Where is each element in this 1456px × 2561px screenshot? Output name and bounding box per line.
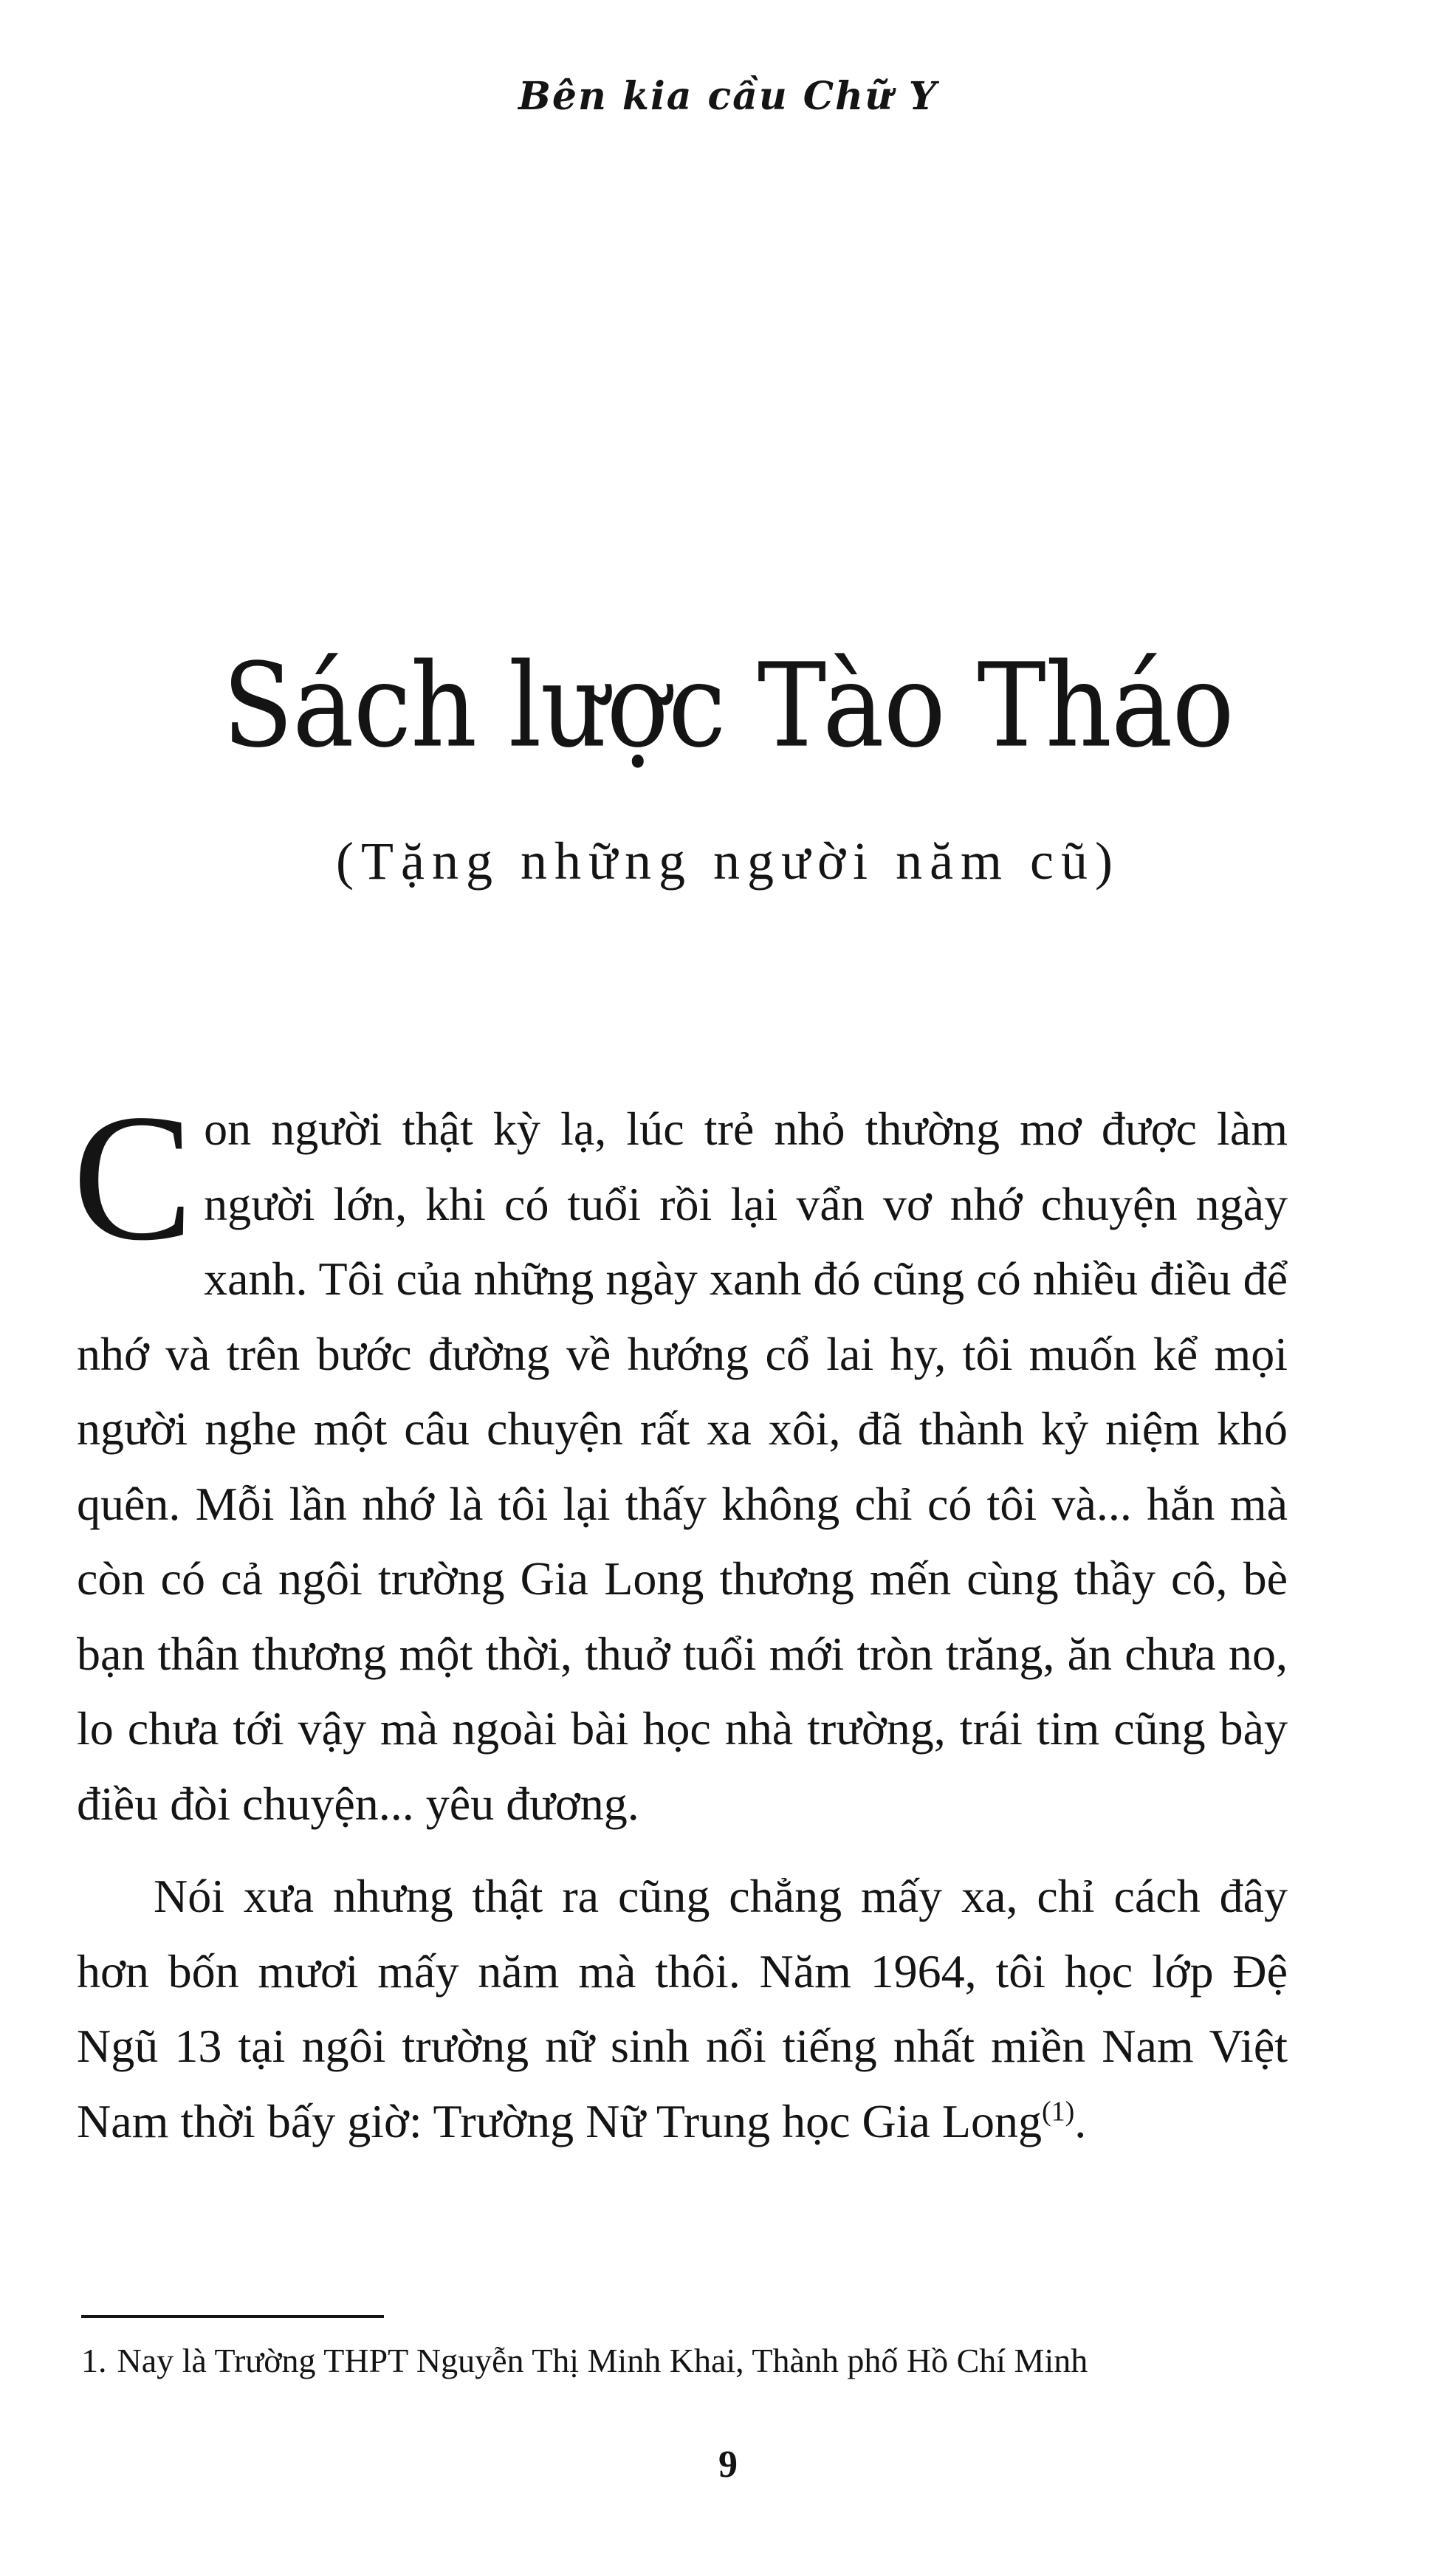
chapter-title: Sách lược Tào Tháo bbox=[222, 639, 1234, 774]
footnote-number: 1. bbox=[81, 2342, 107, 2379]
footnote-divider bbox=[81, 2315, 384, 2318]
paragraph-1-text: on người thật kỳ lạ, lúc trẻ nhỏ thường mơ được làm người lớn, khi có tuổi rồi lại vẩn vơ nhớ chuyện ngày xanh. Tôi của những ngày xanh đó cũng có nhiều điều để nhớ và trên bước đường về hướng cổ lai hy, tôi muốn kể mọi người nghe một câu chuyện rất xa xôi, đã thành kỷ niệm khó quên. Mỗi lần nhớ là tôi lại thấy không chỉ có tôi và... hắn mà còn có cả ngôi trường Gia Long thương mến cùng thầy cô, bè bạn thân thương một thời, thuở tuổi mới tròn trăng, ăn chưa no, lo chưa tới vậy mà ngoài bài học nhà trường, trái tim cũng bày điều đòi chuyện... yêu đương. bbox=[77, 1103, 1288, 1830]
body-text bbox=[72, 1077, 1288, 2159]
chapter-subtitle: (Tặng những người năm cũ) bbox=[336, 832, 1120, 891]
running-header: Bên kia cầu Chữ Y bbox=[518, 74, 938, 119]
footnote-reference: (1) bbox=[1041, 2096, 1075, 2128]
paragraph-1 bbox=[72, 1077, 1288, 1841]
drop-cap: C bbox=[72, 1077, 194, 1278]
paragraph-2 bbox=[77, 1859, 1288, 2159]
footnote-text: Nay là Trường THPT Nguyễn Thị Minh Khai, Thành phố Hồ Chí Minh bbox=[117, 2342, 1088, 2379]
footnote bbox=[81, 2337, 1336, 2385]
page-number: 9 bbox=[718, 2444, 738, 2486]
paragraph-2-end: . bbox=[1074, 2094, 1087, 2147]
paragraph-2-text: Nói xưa nhưng thật ra cũng chẳng mấy xa, chỉ cách đây hơn bốn mươi mấy năm mà thôi. Năm 1964, tôi học lớp Đệ Ngũ 13 tại ngôi trường nữ sinh nổi tiếng nhất miền Nam Việt Nam thời bấy giờ: Trường Nữ Trung học Gia Long bbox=[77, 1870, 1288, 2147]
